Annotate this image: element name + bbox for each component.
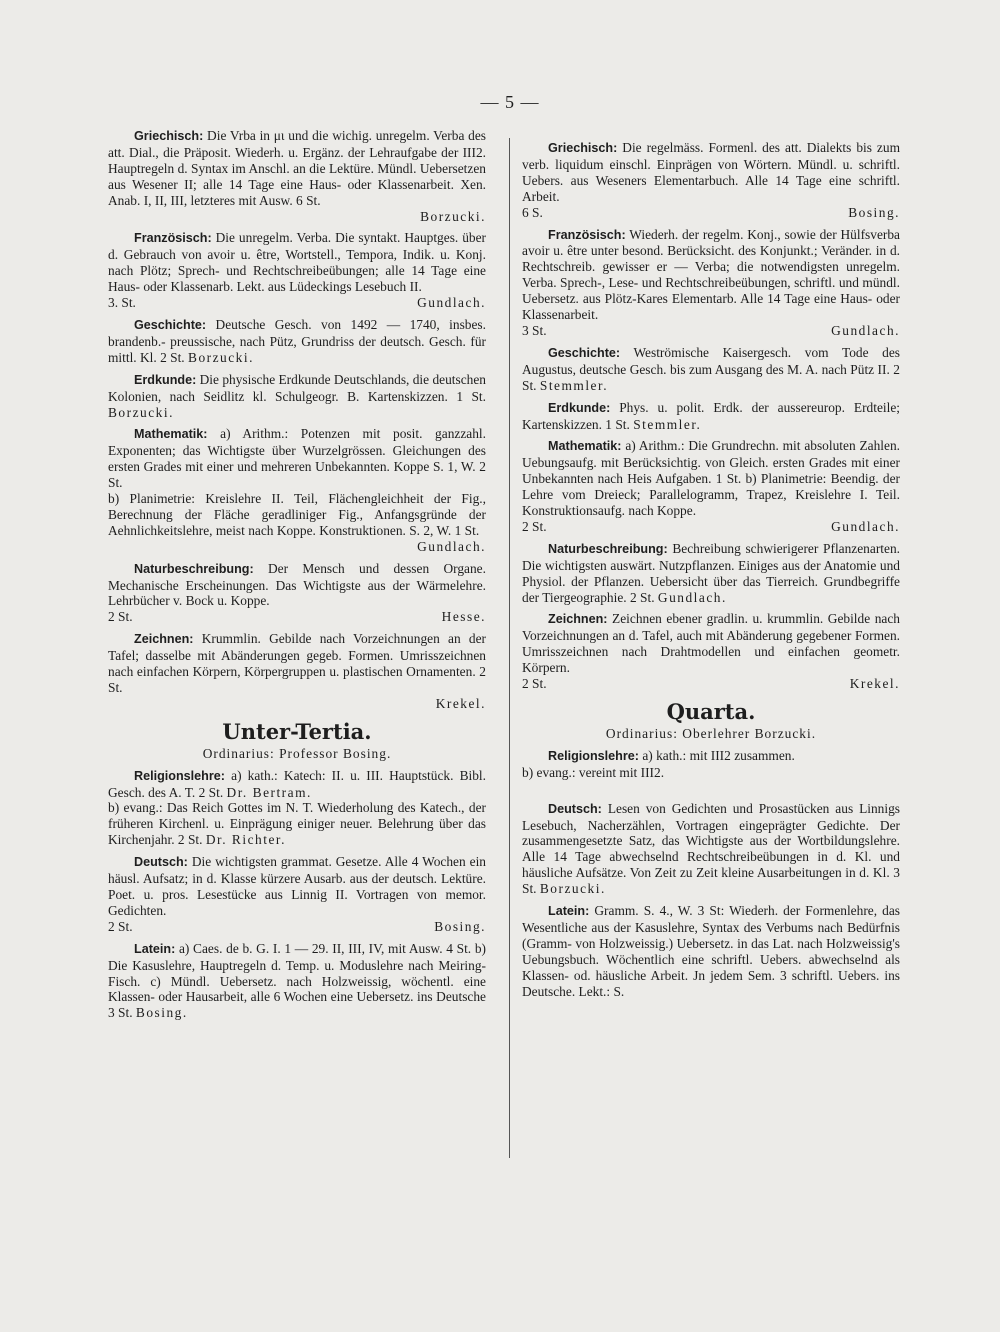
subject-label: Naturbeschreibung: xyxy=(134,561,254,576)
entry-text: a) Arithm.: Potenzen mit posit. ganzzahl. Exponenten; das Wichtigste über Wurzelgrössen. Gleichungen des ersten Grades mit einer und mehreren Unbekannten. Koppe S. 1, W. 2 St. xyxy=(108,426,486,491)
column-divider xyxy=(509,138,510,1158)
entry-text: a) Caes. de b. G. I. 1 — 29. II, III, IV, mit Ausw. 4 St. b) Die Kasuslehre, Hauptregeln d. Temp. u. Moduslehre nach Meiring-Fisch. c) Mündl. Uebersetz. nach Holzweissig, wöchentl. eine Klassen- oder Hausarbeit, alle 6 Wochen eine Uebersetz. ins Deutsche 3 St. xyxy=(108,940,486,1021)
teacher-name: Borzucki. xyxy=(188,349,254,365)
spacer xyxy=(522,787,900,801)
teacher-name: Gundlach. xyxy=(657,589,727,605)
entry-erdkunde-obertertia xyxy=(108,372,486,421)
subject-label: Erdkunde: xyxy=(548,400,611,415)
ordinarius-label: Ordinarius: xyxy=(202,745,275,761)
entry-text: Die wichtigsten grammat. Gesetze. Alle 4 Wochen ein häusl. Aufsatz; in d. Klasse kürzere Ausarb. aus der deutsch. Lektüre. Poet. u. pros. Lesestücke aus Linnig II. Vortragen von memor. Gedichten. xyxy=(108,854,486,918)
subject-label: Griechisch: xyxy=(548,141,618,155)
entry-hours: 6 St. xyxy=(296,192,321,208)
teacher-name: Borzucki. xyxy=(539,881,606,897)
subject-label: Latein: xyxy=(134,941,176,956)
teacher-name: Bosing. xyxy=(135,1005,188,1021)
entry-hours: 2 St. xyxy=(160,349,185,365)
left-column xyxy=(108,128,486,1027)
entry-naturbeschreibung-obertertia xyxy=(108,561,486,626)
entry-text: Der Mensch und dessen Organe. Mechanische Erscheinungen. Das Wichtigste aus der Wärmelehre. Lehrbücher v. Bock u. Koppe. xyxy=(108,560,486,609)
entry-hours: 3 St. xyxy=(522,322,547,338)
entry-hours: 3 St. xyxy=(522,865,900,897)
subject-label: Mathematik: xyxy=(548,439,622,454)
right-column xyxy=(522,140,900,1006)
entry-griechisch-untertertia xyxy=(522,140,900,221)
teacher-name: Gundlach. xyxy=(417,538,486,554)
teacher-name: Borzucki. xyxy=(108,404,174,420)
subject-label: Französisch: xyxy=(134,231,212,246)
entry-text: Die physische Erdkunde Deutschlands, die deutschen Kolonien, nach Seidlitz kl. Schulgeogr. B. Kartenskizzen. xyxy=(108,371,486,404)
entry-hours: 2 St. xyxy=(630,589,655,605)
entry-hours: 2 St. xyxy=(108,918,133,934)
entry-franzoesisch-obertertia xyxy=(108,230,486,311)
entry-deutsch-quarta xyxy=(522,801,900,897)
entry-naturbeschreibung-untertertia xyxy=(522,541,900,606)
teacher-name: Stemmler. xyxy=(633,416,702,432)
subject-label: Religionslehre: xyxy=(134,768,225,783)
subject-label: Deutsch: xyxy=(134,855,188,870)
entry-religionslehre-quarta xyxy=(522,748,900,781)
ordinarius-name: Oberlehrer Borzucki. xyxy=(682,725,817,741)
ordinarius-name: Professor Bosing. xyxy=(279,745,392,761)
entry-religionslehre-untertertia xyxy=(108,768,486,849)
entry-hours: 1 St. xyxy=(605,416,630,432)
teacher-name: Krekel. xyxy=(435,695,486,711)
entry-text: Die regelmäss. Formenl. des att. Dialekts bis zum verb. liquidum einschl. Einprägen von Wörtern. Mündl. u. schriftl. Uebers. aus Weseners Elementarbuch. Alle 14 Tage eine schriftl. Arbeit. xyxy=(522,140,900,204)
entry-geschichte-untertertia xyxy=(522,345,900,394)
entry-latein-quarta xyxy=(522,903,900,999)
entry-text: Deutsche Gesch. von 1492 — 1740, insbes. brandenb.- preussische, nach Pütz, Grundriss der deutsch. Gesch. für mittl. Kl. xyxy=(108,316,486,365)
subject-label: Mathematik: xyxy=(134,427,208,442)
teacher-name: Hesse. xyxy=(441,609,486,625)
subject-label: Zeichnen: xyxy=(548,612,608,627)
teacher-name: Dr. Bertram. xyxy=(226,784,312,800)
entry-text: Lesen von Gedichten und Prosastücken aus Linnigs Lesebuch, Nacherzählen, Vortragen eingeprägter Gedichte. Der zusammengesetzte Satz, das Wichtigste aus der Wortbildungslehre. Alle 14 Tage abwechselnd Rechtschreibeübungen in d. Kl. und häusliche Aufsätze. Von Zeit zu Zeit kleine Ausarbeitungen in d. Kl. xyxy=(522,800,900,881)
entry-text: b) Planimetrie: Kreislehre II. Teil, Flächengleichheit der Fig., Berechnung der Fläche geradliniger Fig., Anfangsgründe der Aehnlichkeitslehre, meist nach Koppe. Konstruktionen. S. 2, W. 1 St. xyxy=(108,491,486,538)
subject-label: Religionslehre: xyxy=(548,748,639,763)
entry-text: a) Arithm.: Die Grundrechn. mit absoluten Zahlen. Uebungsaufg. mit Berücksichtig. von Gleich. ersten Grades mit einer Unbekannten nach Heis Aufgaben. 1 St. b) Planimetrie: Beendig. der Lehre vom Dreieck; Parallelogramm, Trapez, Kreislehre I. Teil. Konstruktionsaufg. nach Koppe. xyxy=(522,438,900,519)
teacher-name: Borzucki. xyxy=(420,208,486,224)
entry-franzoesisch-untertertia xyxy=(522,227,900,339)
entry-zeichnen-untertertia xyxy=(522,611,900,692)
entry-zeichnen-obertertia xyxy=(108,631,486,712)
entry-text: Die Vrba in μι und die wichig. unregelm. Verba des att. Dial., die Präposit. Wiederh. u. Ergänz. der Lehraufgabe der III2. Hauptregeln d. Syntax im Anschl. an die Lektüre. Mündl. Uebersetzen aus Wesener II; alle 14 Tage eine Haus- oder Klassenarbeit. Xen. Anab. I, II, III, letzteres mit Ausw. xyxy=(108,128,486,208)
entry-griechisch-obertertia xyxy=(108,128,486,224)
entry-text: b) evang.: Das Reich Gottes im N. T. Wiederholung des Katech., der früheren Kirchenl. u. Einprägung einiger neuer. Belehrung über das Kirchenjahr. xyxy=(108,800,486,848)
entry-hours: 2 St. xyxy=(108,609,133,625)
teacher-name: Gundlach. xyxy=(831,518,900,534)
entry-latein-untertertia xyxy=(108,941,486,1022)
entry-hours: 6 S. xyxy=(522,204,543,220)
ordinarius-label: Ordinarius: xyxy=(605,725,678,741)
entry-text: a) kath.: Katech: II. u. III. Hauptstück. Bibl. Gesch. des A. T. 2 St. xyxy=(108,767,486,800)
teacher-name: Bosing. xyxy=(848,204,900,220)
entry-hours: 3. St. xyxy=(108,295,136,311)
entry-text: b) evang.: vereint mit III2. xyxy=(522,764,665,780)
subject-label: Griechisch: xyxy=(134,129,204,143)
entry-hours: 1 St. xyxy=(456,388,487,404)
entry-text: Phys. u. polit. Erdk. der aussereurop. Erdteile; Kartenskizzen. xyxy=(522,399,900,432)
teacher-name: Bosing. xyxy=(434,918,486,934)
subject-label: Deutsch: xyxy=(548,801,602,816)
subject-label: Geschichte: xyxy=(134,317,207,332)
entry-text: Krummlin. Gebilde nach Vorzeichnungen an der Tafel; dasselbe mit Abänderungen gegeb. Formen. Umrisszeichnen nach einfachen Körpern, Körpergruppen u. plastischen Ornamenten. 2 St. xyxy=(108,631,486,695)
entry-text: Weströmische Kaisergesch. vom Tode des Augustus, deutsche Gesch. bis zum Ausgang des M. A. nach Pütz II. xyxy=(522,344,900,377)
entry-hours: 2 St. xyxy=(177,832,203,848)
class-heading: Unter-Tertia. xyxy=(222,718,372,744)
entry-hours: 2 St. xyxy=(522,676,547,692)
teacher-name: Gundlach. xyxy=(831,322,900,338)
subject-label: Naturbeschreibung: xyxy=(548,541,668,556)
teacher-name: Stemmler. xyxy=(539,377,609,393)
entry-text: a) kath.: mit III2 zusammen. xyxy=(642,747,795,763)
subject-label: Erdkunde: xyxy=(134,372,197,387)
entry-erdkunde-untertertia xyxy=(522,400,900,433)
entry-hours: 2 St. xyxy=(522,361,900,393)
entry-text: Zeichnen ebener gradlin. u. krummlin. Gebilde nach Vorzeichnungen an d. Tafel, auch mit Abänderung gegebener Formen. Umrisszeichnen nach Drahtmodellen und einfachen geometr. Körpern. xyxy=(522,611,900,676)
entry-deutsch-untertertia xyxy=(108,854,486,935)
subject-label: Französisch: xyxy=(548,227,626,242)
teacher-name: Krekel. xyxy=(849,676,900,692)
teacher-name: Gundlach. xyxy=(417,295,486,311)
subject-label: Latein: xyxy=(548,904,590,919)
entry-mathematik-obertertia xyxy=(108,426,486,554)
entry-mathematik-untertertia xyxy=(522,438,900,534)
ordinarius-line xyxy=(522,726,900,742)
entry-text: Die unregelm. Verba. Die syntakt. Hauptges. über d. Gebrauch von avoir u. être, Wortstell., Tempora, Indik. u. Konj. nach Plötz; Sprech- und Rechtschreibeübungen; alle 14 Tage eine Haus- oder Klassenarb. Lekt. aus Lüdeckings Lesebuch II. xyxy=(108,230,486,295)
teacher-name: Dr. Richter. xyxy=(205,832,286,848)
class-heading: Quarta. xyxy=(666,699,756,724)
entry-text: Bechreibung schwierigerer Pflanzenarten. Die wichtigsten auswärt. Nutzpflanzen. Einiges aus der Anatomie und Physiol. der Pflanzen. Uebersicht über das Tierreich. Grundbegriffe der Tiergeographie. xyxy=(522,540,900,605)
subject-label: Zeichnen: xyxy=(134,632,194,647)
entry-text: Wiederh. der regelm. Konj., sowie der Hülfsverba avoir u. être unter besond. Berücksicht. des Konjunkt.; Veränder. in d. Rechtschreib. gewisser er — Verba; die notwendigsten unregelm. Verba. Sprech-, Lese- und Rechtschreibeübungen, schriftl. und mündl. Uebersetz. aus Plötz-Kares Elementarb. Alle 14 Tage eine Haus- oder Klassenarbeit. xyxy=(522,226,900,323)
ordinarius-line xyxy=(108,746,486,762)
subject-label: Geschichte: xyxy=(548,345,621,360)
entry-text: Gramm. S. 4., W. 3 St: Wiederh. der Formenlehre, das Wesentliche aus der Kasuslehre, Syntax des Verbums nach Bedürfnis (Gramm- von Holzweissig.) Uebersetz. in das Lat. nach Holzweissig's Uebungsbuch. Wöchentlich eine schriftl. Uebers. abwechselnd als Klassen- od. häusliche Arbeit. Jn jedem Sem. 3 schriftl. Uebers. ins Deutsche. Lekt.: S. xyxy=(522,903,900,999)
entry-hours: 2 St. xyxy=(522,518,547,534)
page-number: — 5 — xyxy=(480,92,540,112)
entry-geschichte-obertertia xyxy=(108,317,486,366)
